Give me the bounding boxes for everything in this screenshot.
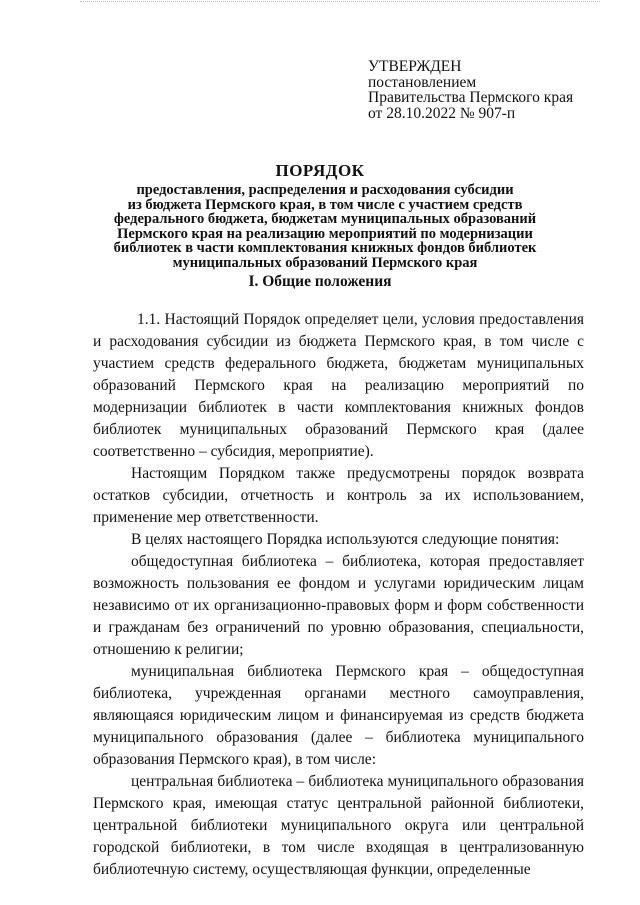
subtitle-line: предоставления, распределения и расходования субсидии [136,182,514,198]
approval-line-approved: УТВЕРЖДЕН [368,58,462,75]
subtitle-line: муниципальных образований Пермского края [172,254,478,271]
paragraph: В целях настоящего Порядка используются следующие понятия: [131,531,560,548]
document-title: ПОРЯДОК [275,161,365,180]
document-body [93,309,584,881]
subtitle-line: федерального бюджета, бюджетам муниципальных образований [113,211,537,227]
approval-stamp [368,59,618,121]
paragraph: 1.1. Настоящий Порядок определяет цели, условия предоставления и расходования субсидии из бюджета Пермского края, в том числе с участием средств федерального бюджета, бюджетам муниципальных образований Пермского края на реализацию мероприятий по модернизации библиотек в части комплектования книжных фондов библиотек муниципальных образований Пермского края (далее соответственно – субсидия, мероприятие). [93,311,584,460]
section-heading: I. Общие положения [248,273,392,290]
paragraph: муниципальная библиотека Пермского края – общедоступная библиотека, учрежденная органами местного самоуправления, являющаяся юридическим лицом и финансируемая из средств бюджета муниципального образования (далее – библиотека муниципального образования Пермского края), в том числе: [93,663,584,768]
paragraph: общедоступная библиотека – библиотека, которая предоставляет возможность пользования ее фондом и услугами юридическим лицам независимо от их организационно-правовых форм и форм собственности и гражданам без ограничений по уровню образования, специальности, отношению к религии; [93,553,584,658]
scan-top-edge [80,1,600,2]
paragraph: центральная библиотека – библиотека муниципального образования Пермского края, имеющая статус центральной районной библиотеки, центральной библиотеки муниципального округа или центральной городской библиотеки, в том числе входящая в централизованную библиотечную систему, осуществляющая функции, определенные [93,773,584,878]
subtitle-line: библиотек в части комплектования книжных фондов библиотек [113,240,537,256]
approval-line-date-number: от 28.10.2022 № 907-п [368,104,516,122]
document-subtitle [90,183,560,270]
subtitle-line: Пермского края на реализацию мероприятий по модернизации [117,225,533,242]
approval-line-resolution: постановлением [368,73,477,91]
paragraph: Настоящим Порядком также предусмотрены порядок возврата остатков субсидии, отчетность и контроль за их использованием, применение мер ответственности. [93,465,584,526]
subtitle-line: из бюджета Пермского края, в том числе с участием средств [127,196,523,213]
approval-line-government: Правительства Пермского края [368,89,574,106]
